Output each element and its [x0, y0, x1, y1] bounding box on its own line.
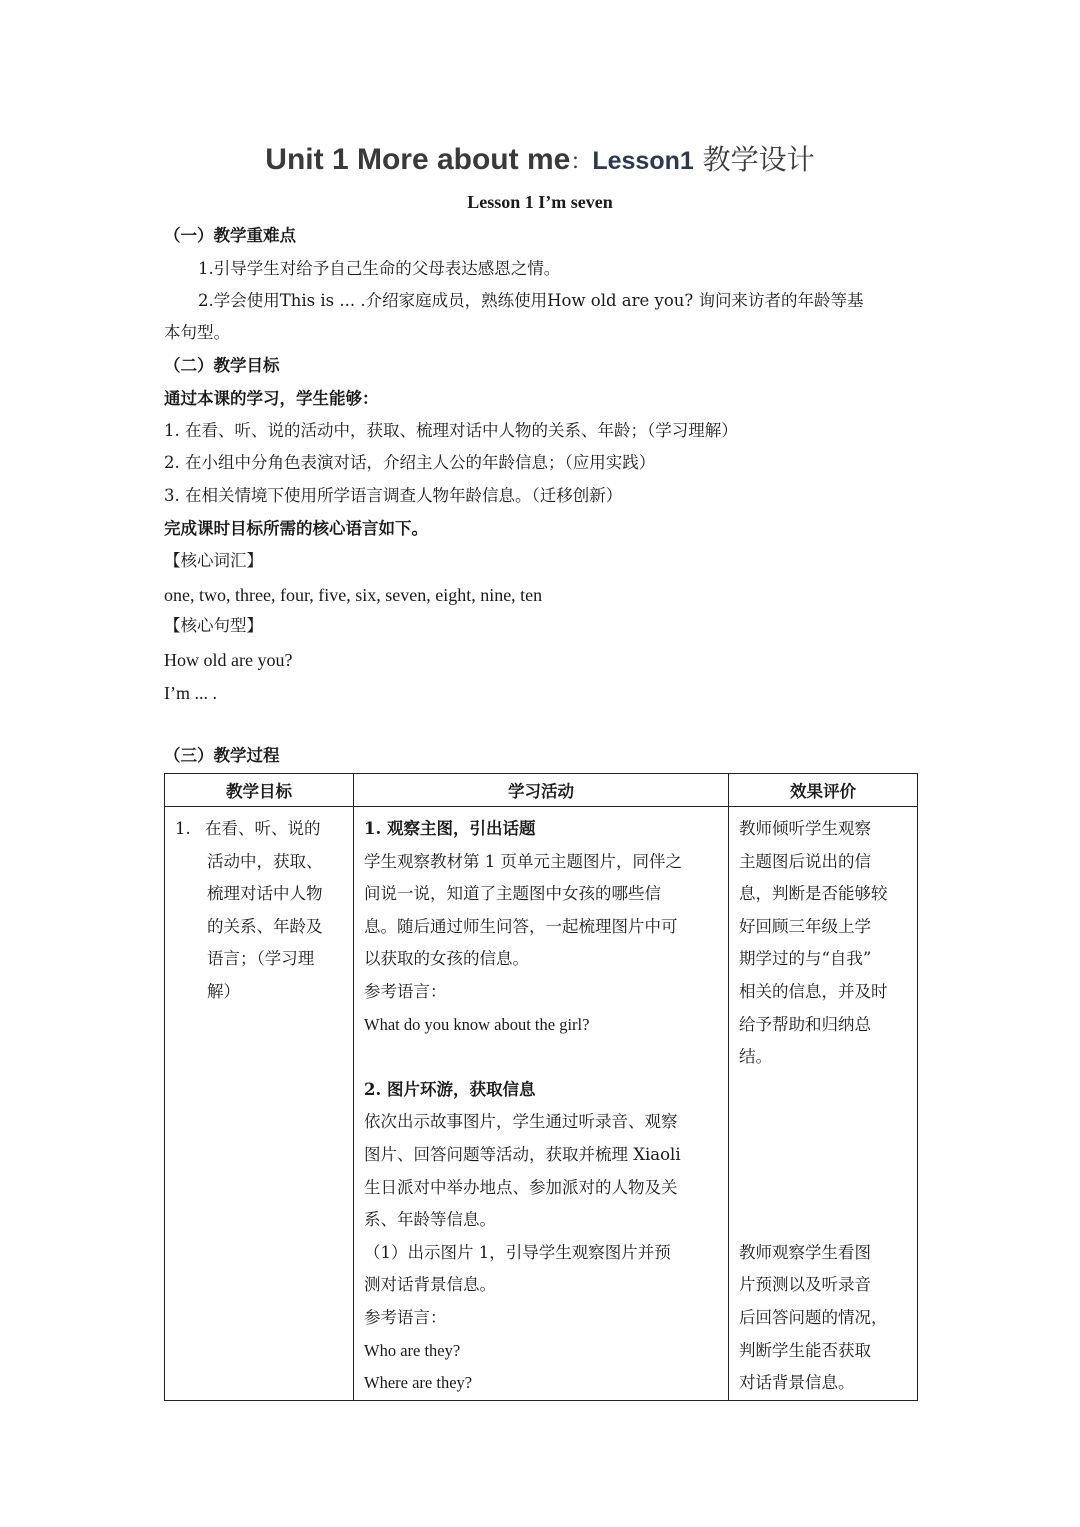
section1-heading: （一）教学重难点: [164, 226, 296, 245]
header-evaluation: 效果评价: [729, 774, 918, 807]
title-colon: ：: [570, 150, 593, 175]
evaluation1-line: 结。: [739, 1047, 772, 1067]
core-language-intro: 完成课时目标所需的核心语言如下。: [164, 519, 428, 538]
header-goal: 教学目标: [165, 774, 354, 807]
activity1-line: 学生观察教材第 1 页单元主题图片，同伴之: [364, 851, 682, 871]
evaluation2-line: 对话背景信息。: [739, 1373, 855, 1393]
activity1-line: 以获取的女孩的信息。: [364, 949, 529, 969]
section1-item1: 1.引导学生对给予自己生命的父母表达感恩之情。: [198, 259, 561, 278]
table-row: [165, 807, 918, 1401]
evaluation-cell: [729, 807, 918, 1401]
activity2-sub-line: （1）出示图片 1，引导学生观察图片并预: [364, 1242, 671, 1262]
section2-intro: 通过本课的学习，学生能够：: [164, 389, 379, 408]
section1-item2-line2: 本句型。: [164, 323, 230, 342]
evaluation1-line: 息，判断是否能够较: [739, 884, 888, 904]
evaluation1-line: 给予帮助和归纳总: [739, 1014, 871, 1034]
goal-line: 的关系、年龄及: [207, 916, 323, 936]
activity1-line: 息。随后通过师生问答，一起梳理图片中可: [364, 916, 678, 936]
document-title: [0, 138, 1080, 186]
vocab-list: one, two, three, four, five, six, seven, eight, nine, ten: [164, 585, 543, 605]
teaching-process-table: [164, 773, 918, 1401]
evaluation1-line: 相关的信息，并及时: [739, 981, 888, 1001]
activity-cell: [354, 807, 729, 1401]
evaluation2-line: 判断学生能否获取: [739, 1340, 871, 1360]
goal-line: 在看、听、说的: [205, 819, 321, 838]
activity2-line: 生日派对中举办地点、参加派对的人物及关: [364, 1177, 678, 1197]
header-activity: 学习活动: [354, 774, 729, 807]
title-lesson: Lesson1: [592, 147, 694, 175]
title-suffix: 教学设计: [693, 143, 815, 176]
evaluation2-line: 后回答问题的情况，: [739, 1307, 888, 1327]
evaluation1-line: 教师倾听学生观察: [739, 819, 871, 838]
activity1-reference: What do you know about the girl?: [364, 1014, 590, 1034]
goal-line: 活动中，获取、: [207, 851, 323, 871]
activity1-line: 间说一说，知道了主题图中女孩的哪些信: [364, 884, 661, 904]
pattern-2: I’m ... .: [164, 683, 217, 703]
evaluation1-line: 好回顾三年级上学: [739, 916, 871, 936]
lesson-subtitle: Lesson 1 I’m seven: [467, 192, 613, 212]
goal-line: 解）: [207, 981, 240, 1001]
goal-line: 语言；（学习理: [207, 949, 315, 969]
goal-1: 1. 在看、听、说的活动中，获取、梳理对话中人物的关系、年龄；（学习理解）: [164, 421, 738, 440]
reference-label: 参考语言：: [364, 1307, 447, 1327]
table-header-row: [165, 774, 918, 807]
evaluation2-line: 片预测以及听录音: [739, 1275, 871, 1295]
activity2-reference-2: Where are they?: [364, 1373, 473, 1393]
vocab-heading: 【核心词汇】: [164, 551, 263, 570]
evaluation2-line: 教师观察学生看图: [739, 1242, 871, 1262]
reference-label: 参考语言：: [364, 981, 447, 1001]
activity2-line: 图片、回答问题等活动，获取并梳理 Xiaoli: [364, 1144, 681, 1164]
title-unit: Unit 1 More about me: [265, 143, 571, 176]
goal-line: 梳理对话中人物: [207, 884, 323, 904]
goal-3: 3. 在相关情境下使用所学语言调查人物年龄信息。（迁移创新）: [164, 486, 623, 505]
activity2-line: 依次出示故事图片，学生通过听录音、观察: [364, 1112, 678, 1132]
goal-2: 2. 在小组中分角色表演对话，介绍主人公的年龄信息；（应用实践）: [164, 453, 656, 472]
activity2-title: 2. 图片环游，获取信息: [364, 1079, 536, 1099]
evaluation1-line: 主题图后说出的信: [739, 851, 871, 871]
section2-heading: （二）教学目标: [164, 356, 280, 375]
pattern-1: How old are you?: [164, 650, 293, 670]
evaluation1-line: 期学过的与“自我”: [739, 949, 872, 969]
activity2-sub-line: 测对话背景信息。: [364, 1275, 496, 1295]
activity2-reference-1: Who are they?: [364, 1340, 461, 1360]
goal-cell: [165, 807, 354, 1401]
goal-number: 1.: [175, 819, 191, 838]
section3-heading: （三）教学过程: [164, 746, 280, 765]
activity2-line: 系、年龄等信息。: [364, 1210, 496, 1230]
pattern-heading: 【核心句型】: [164, 616, 263, 635]
section1-item2-line1: 2.学会使用This is ... .介绍家庭成员，熟练使用How old are you? 询问来访者的年龄等基: [198, 291, 864, 310]
activity1-title: 1. 观察主图，引出话题: [364, 819, 536, 838]
